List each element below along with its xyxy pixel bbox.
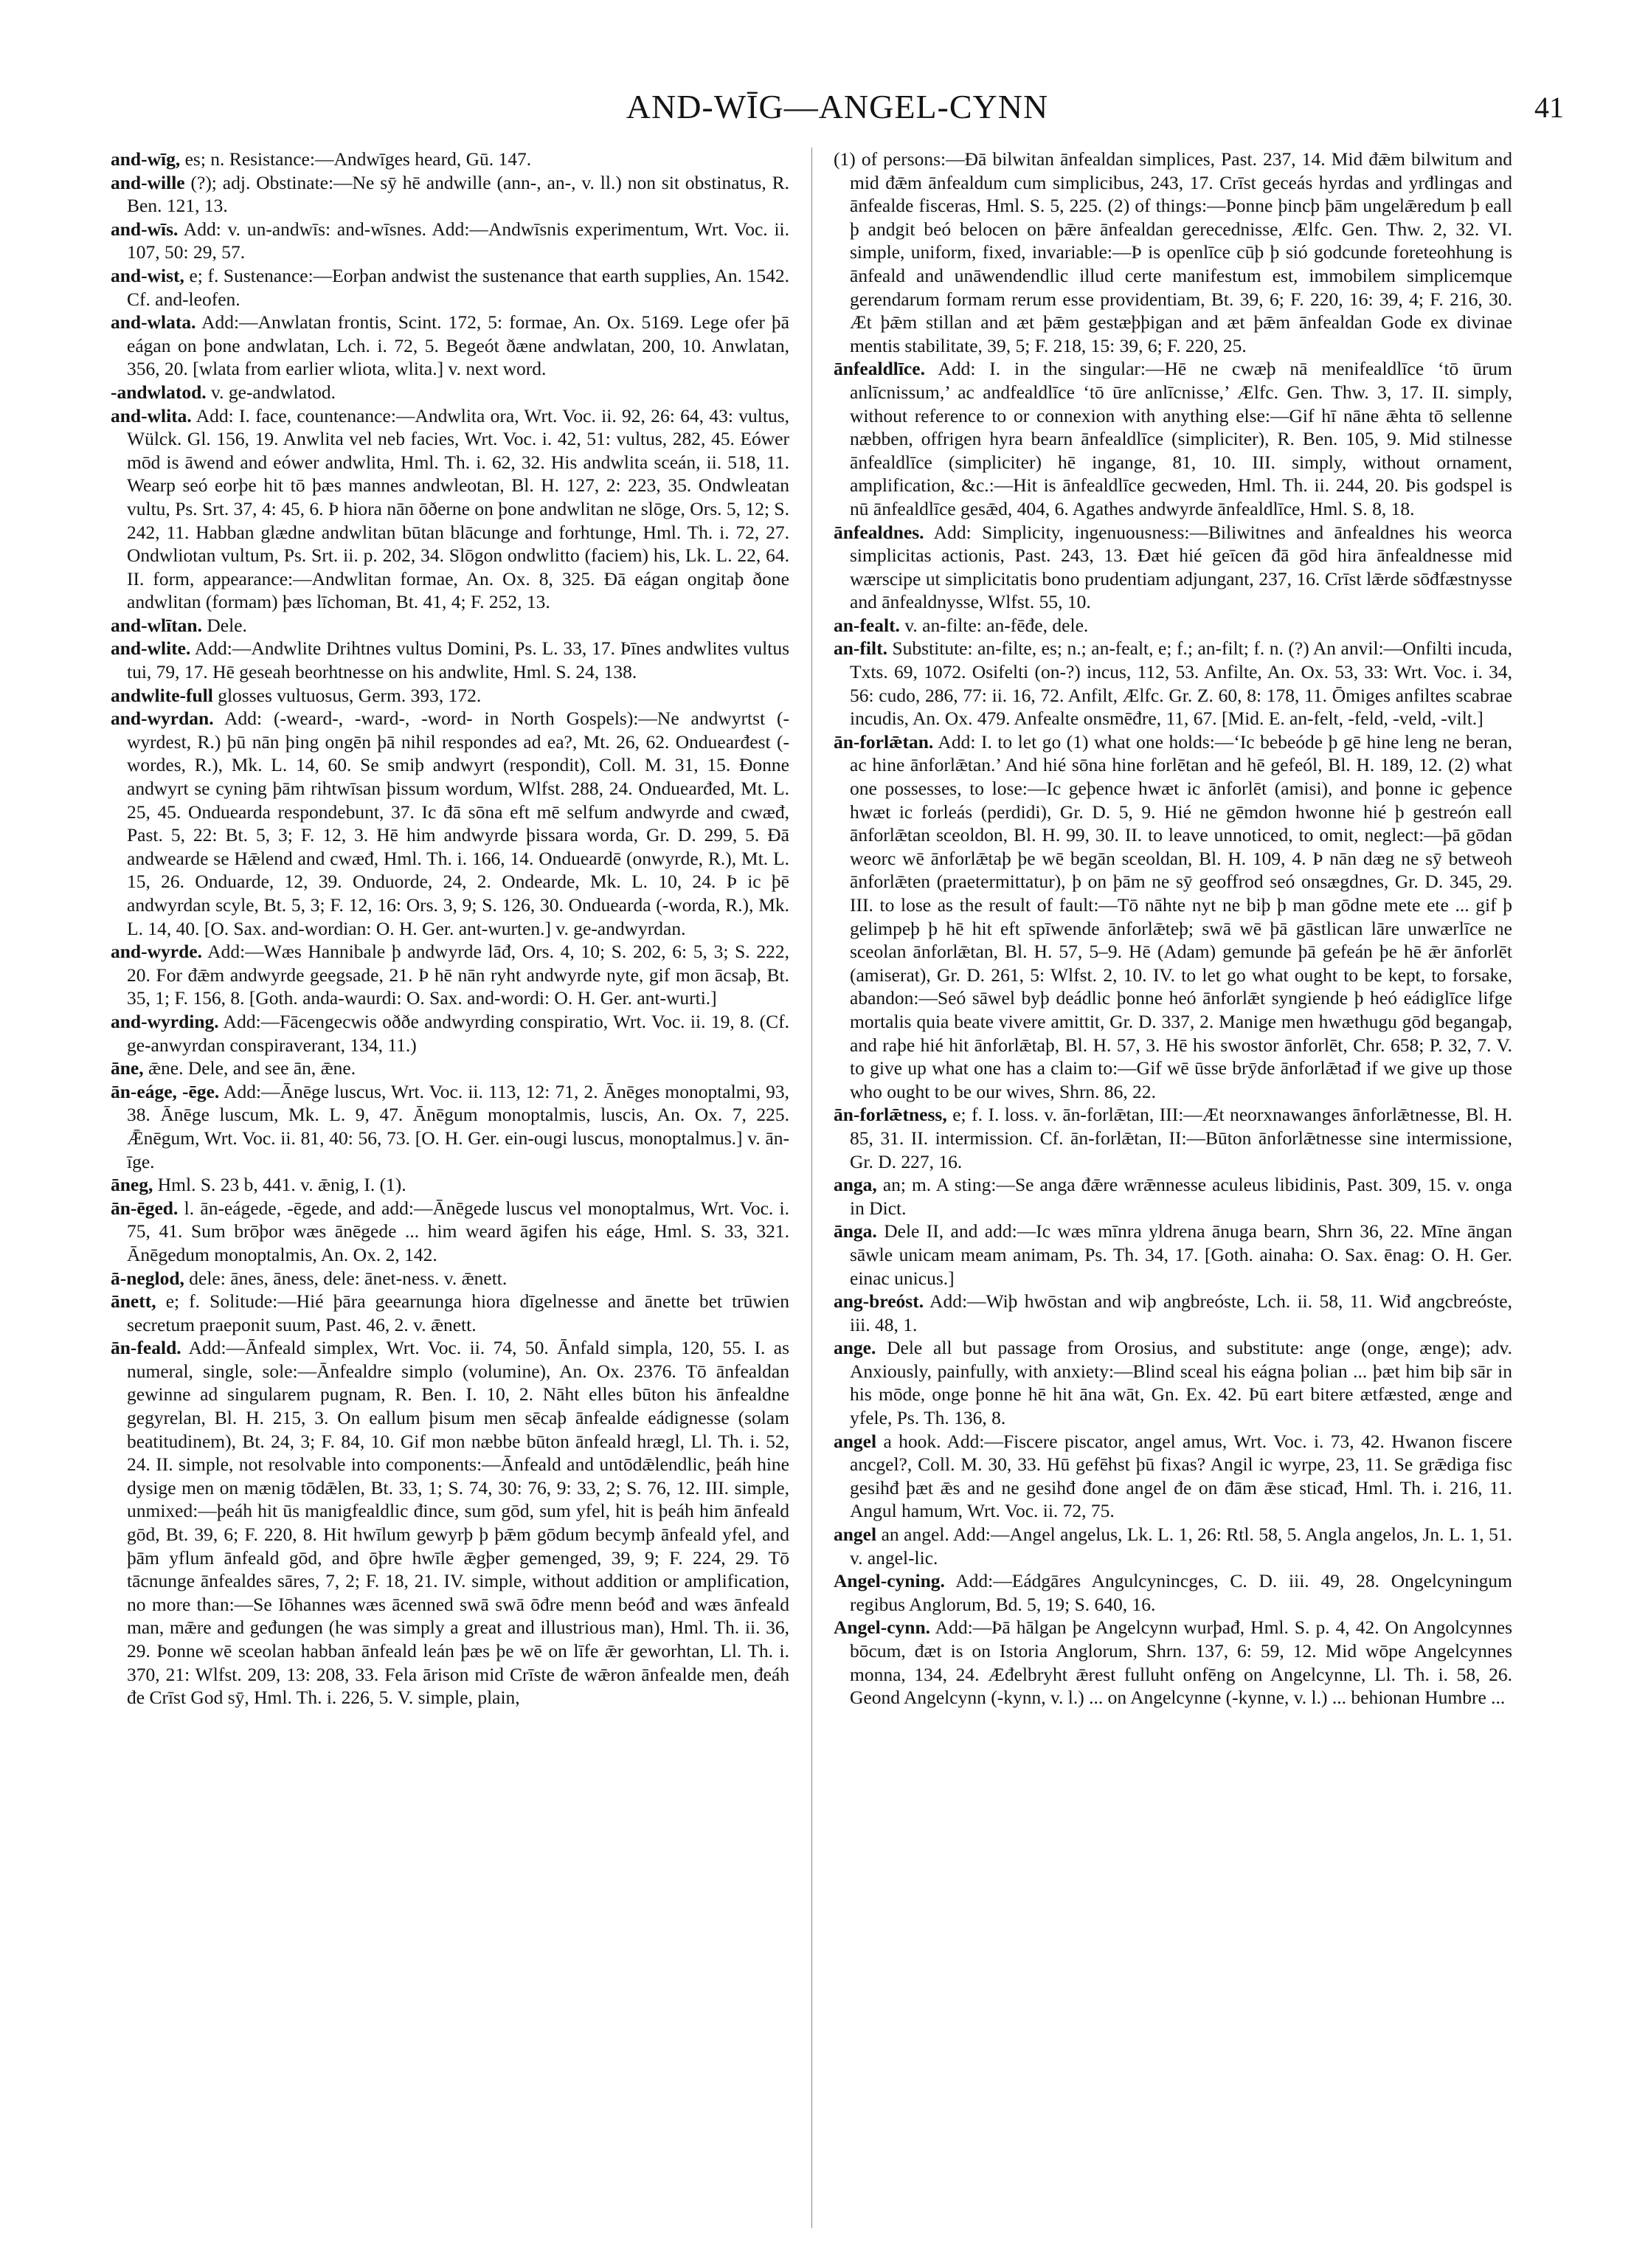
dictionary-entry xyxy=(834,1616,1512,1709)
entry-text: v. ge-andwlatod. xyxy=(206,381,336,403)
entry-text: ǣne. Dele, and see ān, ǣne. xyxy=(143,1057,356,1079)
entry-text: an angel. Add:—Angel angelus, Lk. L. 1, 26: Rtl. 58, 5. Angla angelos, Jn. L. 1, 51. v. angel-lic. xyxy=(850,1524,1512,1569)
dictionary-entry xyxy=(834,357,1512,520)
entry-headword: ā-neglod, xyxy=(111,1267,184,1289)
entry-text: Dele. xyxy=(202,614,247,636)
entry-text: Add: I. to let go (1) what one holds:—‘Ic bebeóde þ gē hine leng ne beran, ac hine ānforlǣtan.’ And hié sōna hine forlētan and hē gefeól, Bl. H. 189, 12. (2) what one possesses, to lose:—Ic geþence hwæt ic ānforlēt (amisi), and þonne ic geþence hwæt ic forleás (perdidi), Gr. D. 5, 9. Hié ne gēmdon hwonne hié þ gestreón eall ānforlǣtan sceoldon, Bl. H. 99, 30. II. to leave unnoticed, to omit, neglect:—þā gōdan weorc wē ānforlǣtaþ þe wē begān sceoldan, Bl. H. 109, 4. Þ nān dæg ne sȳ betweoh ānforlǣten (praetermittatur), þ on þām ne sȳ geoffrod seó onsægdnes, Gr. D. 345, 29. III. to lose as the result of fault:—Tō nāhte nyt ne biþ þ man gōdne mete ete ... gif þ gelimpeþ þ hē hit eft spīwende ānforlǣteþ; swā wē þā gāstlican lāre unwærlīce ne sceolan ānforlǣtan, Bl. H. 57, 5–9. Hē (Adam) gemunde þā gefeán þe hē ǣr ānforlēt (amiserat), Gr. D. 261, 5: Wlfst. 2, 10. IV. to let go what ought to be kept, to forsake, abandon:—Seó sāwel byþ deádlic þonne heó ānforlǣt syngiende þ heó eádiglīce lifge mortalis quia beate vivere amittit, Gr. D. 337, 2. Manige men hwæthugu gōd begangaþ, and raþe hié hit ānforlǣtaþ, Bl. H. 57, 3. Hē his swostor ānforlēt, Chr. 658; P. 32, 7. V. to give up what one has a claim to:—Gif wē ūsse brȳde ānforlǣtađ if we give up those who ought to be our wives, Shrn. 86, 22. xyxy=(850,730,1512,1102)
column-divider xyxy=(811,148,812,2228)
entry-text: Add: Simplicity, ingenuousness:—Biliwitnes and ānfealdnes his weorca simplicitas actionis, Past. 243, 13. Đæt hié geīcen đā gōd hira ānfealdnesse mid wærscipe ut simplicitatis bono prudentiam adjungant, 237, 16. Crīst lǣrde sōđfæstnysse and ānfealdnysse, Wlfst. 55, 10. xyxy=(850,521,1512,613)
dictionary-entry xyxy=(834,521,1512,614)
entry-text: (?); adj. Obstinate:—Ne sȳ hē andwille (ann-, an-, v. ll.) non sit obstinatus, R. Ben. 121, 13. xyxy=(127,171,789,217)
entry-headword: an-fealt. xyxy=(834,614,900,636)
entry-text: Add:—Ānēge luscus, Wrt. Voc. ii. 113, 12: 71, 2. Ānēges monoptalmi, 93, 38. Ānēge luscum, Mk. L. 9, 47. Ānēgum monoptalmis, luscis, An. Ox. 7, 225. Ǣnēgum, Wrt. Voc. ii. 81, 40: 56, 73. [O. H. Ger. ein-ougi luscus, monoptalmus.] v. ān-īge. xyxy=(127,1080,789,1172)
entry-headword: ān-feald. xyxy=(111,1337,181,1359)
entry-text: Add:—Andwlite Drihtnes vultus Domini, Ps. L. 33, 17. Þīnes andwlites vultus tui, 79, 17. Hē geseah beorhtnesse on his andwlite, Hml. S. 24, 138. xyxy=(127,637,789,683)
entry-headword: and-wlita. xyxy=(111,404,192,426)
dictionary-entry xyxy=(111,940,789,1010)
entry-headword: ānga. xyxy=(834,1220,877,1242)
running-title: AND-WĪG—ANGEL-CYNN xyxy=(626,88,1049,125)
entry-headword: ānfealdnes. xyxy=(834,521,924,543)
dictionary-entry xyxy=(834,730,1512,1104)
dictionary-entry xyxy=(111,1267,789,1290)
entry-headword: andwlite-full xyxy=(111,684,213,706)
entry-headword: āne, xyxy=(111,1057,144,1079)
entry-headword: ange. xyxy=(834,1337,876,1359)
entry-text: es; n. Resistance:—Andwīges heard, Gū. 147. xyxy=(180,148,532,170)
entry-text: dele: ānes, āness, dele: ānet-ness. v. ǣnett. xyxy=(184,1267,508,1289)
entry-headword: ān-forlǣtan. xyxy=(834,730,934,753)
dictionary-entry xyxy=(111,381,789,404)
entry-text: an; m. A sting:—Se anga đǣre wrǣnnesse aculeus libidinis, Past. 309, 15. v. onga in Dict. xyxy=(850,1174,1512,1219)
dictionary-entry xyxy=(834,1173,1512,1220)
entry-text: Dele all but passage from Orosius, and substitute: ange (onge, ænge); adv. Anxiously, painfully, with anxiety:—Blind sceal his eágna þolian ... þæt him biþ sār in his mōde, onge þonne hē hit āna wāt, Gn. Ex. 42. Þū eart bitere ætfæsted, ænge and yfele, Ps. Th. 136, 8. xyxy=(850,1337,1512,1429)
entry-headword: and-wīs. xyxy=(111,218,179,240)
entry-headword: and-wyrding. xyxy=(111,1010,219,1032)
dictionary-entry xyxy=(111,404,789,614)
entry-text: e; f. Solitude:—Hié þāra geearnunga hiora dīgelnesse and ānette bet trūwien secretum praeponit suum, Past. 46, 2. v. ǣnett. xyxy=(127,1290,789,1335)
entry-text: Add:—Ānfeald simplex, Wrt. Voc. ii. 74, 50. Ānfald simpla, 120, 55. I. as numeral, single, sole:—Ānfealdre simplo (volumine), An. Ox. 2376. Tō ānfealdan gewinne ad singularem pugnam, R. Ben. I. 10, 2. Nāht elles būton his ānfealdne gegyrelan, Bl. H. 215, 3. On eallum þisum men sēcaþ ānfealde eádignesse (solam beatitudinem), Bt. 24, 3; F. 84, 10. Gif mon næbbe būton ānfeald hrægl, Ll. Th. i. 52, 24. II. simple, not resolvable into components:—Ānfeald and untōdǣlendlic, þeáh hine dysige men on mænig tōdǣlen, Bt. 33, 1; S. 74, 30: 76, 9: 33, 2; S. 76, 12. III. simple, unmixed:—þeáh hit ūs manigfealdlic đince, sum gōd, sum yfel, hit is þeáh him ānfeald gōd, Bt. 39, 6; F. 220, 8. Hit hwīlum gewyrþ þ þǣm gōdum becymþ ānfeald yfel, and þām yflum ānfeald gōd, and ōþre hwīle ǣgþer gemenged, 39, 9; F. 224, 29. Tō tācnunge ānfealdes sāres, 7, 2; F. 18, 21. IV. simple, without addition or amplification, no more than:—Se Iōhannes wæs ācenned swā swā ōđre menn beóđ and wæs ānfeald man, mǣre and geđungen (he was simply a great and illustrious man), Hml. Th. ii. 36, 29. Þonne wē sceolan habban ānfeald leán þæs þe wē on līfe ǣr geworhtan, Ll. Th. i. 370, 21: Wlfst. 209, 13: 208, 33. Fela ārison mid Crīste đe wǣron ānfealde men, đeáh đe Crīst God sȳ, Hml. Th. i. 226, 5. V. simple, plain, xyxy=(127,1337,789,1709)
entry-headword: ānett, xyxy=(111,1290,156,1313)
entry-text: a hook. Add:—Fiscere piscator, angel amus, Wrt. Voc. i. 73, 42. Hwanon fiscere ancgel?, Coll. M. 30, 33. Hū gefēhst þū fixas? Angil ic wyrpe, 23, 11. Se grǣdiga fisc gesihđ þæt ǣs and ne gesihđ đone angel đe on đām ǣse sticađ, Hml. Th. i. 216, 11. Angul hamum, Wrt. Voc. ii. 72, 75. xyxy=(850,1430,1512,1522)
entry-text: Add: v. un-andwīs: and-wīsnes. Add:—Andwīsnis experimentum, Wrt. Voc. ii. 107, 50: 29, 57. xyxy=(127,218,789,263)
dictionary-entry xyxy=(834,1220,1512,1290)
entry-headword: Angel-cyning. xyxy=(834,1570,945,1592)
dictionary-entry xyxy=(834,1290,1512,1336)
left-column xyxy=(111,148,789,2228)
dictionary-entry xyxy=(111,1336,789,1709)
entry-headword: āneg, xyxy=(111,1174,153,1196)
entry-headword: ān-eáge, -ēge. xyxy=(111,1080,220,1102)
entry-text: Dele II, and add:—Ic wæs mīnra yldrena ānuga bearn, Shrn 36, 22. Mīne āngan sāwle unicam meam animam, Ps. Th. 34, 17. [Goth. ainaha: O. Sax. ēnag: O. H. Ger. einac unicus.] xyxy=(850,1220,1512,1289)
dictionary-entry xyxy=(111,614,789,637)
right-column xyxy=(834,148,1512,2228)
entry-text: (1) of persons:—Đā bilwitan ānfealdan simplices, Past. 237, 14. Mid đǣm bilwitum and mid đǣm ānfealdum cum simplicibus, 243, 17. Crīst geceás hyrdas and yrđlingas and ānfealde fisceras, Hml. S. 5, 225. (2) of things:—Þonne þincþ þām ungelǣredum þ eall þ andgit beó belocen on þǣre ānfealdan gerecednisse, Ælfc. Gen. Thw. 2, 32. VI. simple, uniform, fixed, invariable:—Þ is openlīce cūþ þ sió godcunde foreteohhung is ānfeald and unāwendendlic illud certe manifestum est, immobilem simplicemque gerendarum formam rerum esse providentiam, Bt. 39, 6; F. 220, 16: 39, 4; F. 216, 30. Æt þǣm stillan and æt þǣm gestæþþigan and æt þǣm ānfealdan Gode ex divinae mentis stabilitate, 39, 5; F. 218, 15: 39, 6; F. 220, 25. xyxy=(834,148,1512,356)
entry-text: Add: I. face, countenance:—Andwlita ora, Wrt. Voc. ii. 92, 26: 64, 43: vultus, Wülck. Gl. 156, 19. Anwlita vel neb facies, Wrt. Voc. i. 42, 51: vultus, 282, 45. Eówer mōd is āwend and eówer andwlita, Hml. Th. i. 62, 32. His andwlita sceán, ii. 518, 11. Wearp seó eorþe hit tō þæs mannes andwleotan, Bl. H. 127, 2: 223, 35. Ondwleatan vultu, Ps. Srt. 37, 4: 45, 6. Þ hiora nān ōðerne on þone andwlitan ne slōge, Ors. 5, 12; S. 242, 11. Habban glædne andwlitan būtan blācunge and forhtunge, Hml. Th. i. 72, 27. Ondwliotan vultum, Ps. Srt. ii. p. 202, 34. Slōgon ondwlitto (faciem) his, Lk. L. 22, 64. II. form, appearance:—Andwlitan formae, An. Ox. 8, 325. Ðā eágan ongitaþ ðone andwlitan (formam) þæs līchoman, Bt. 41, 4; F. 252, 13. xyxy=(127,404,789,613)
entry-headword: Angel-cynn. xyxy=(834,1617,931,1639)
dictionary-entry xyxy=(111,1173,789,1197)
page-header xyxy=(111,87,1564,146)
entry-text: Add:—Wiþ hwōstan and wiþ angbreóste, Lch. ii. 58, 11. Wiđ angcbreóste, iii. 48, 1. xyxy=(850,1290,1512,1335)
dictionary-entry xyxy=(111,311,789,381)
entry-headword: ān-forlǣtness, xyxy=(834,1104,947,1126)
entry-text: e; f. I. loss. v. ān-forlǣtan, III:—Æt neorxnawanges ānforlǣtnesse, Bl. H. 85, 31. II. intermission. Cf. ān-forlǣtan, II:—Būton ānforlǣtnesse sine intermissione, Gr. D. 227, 16. xyxy=(850,1104,1512,1172)
dictionary-entry xyxy=(834,1569,1512,1616)
entry-text: Add:—Fācengecwis oððe andwyrding conspiratio, Wrt. Voc. ii. 19, 8. (Cf. ge-anwyrdan conspiraverant, 134, 11.) xyxy=(127,1010,789,1056)
dictionary-entry xyxy=(111,707,789,940)
entry-text: Add:—Eádgāres Angulcynincges, C. D. iii. 49, 28. Ongelcyningum regibus Anglorum, Bd. 5, 19; S. 640, 16. xyxy=(850,1570,1512,1615)
entry-headword: anga, xyxy=(834,1174,877,1196)
entry-headword: ānfealdlīce. xyxy=(834,358,925,380)
dictionary-entry xyxy=(834,1523,1512,1569)
dictionary-entry xyxy=(111,148,789,171)
entry-headword: -andwlatod. xyxy=(111,381,207,403)
entry-headword: and-wille xyxy=(111,171,185,193)
entry-headword: ang-breóst. xyxy=(834,1290,924,1313)
dictionary-entry xyxy=(111,637,789,683)
entry-headword: and-wist, xyxy=(111,264,184,286)
entry-headword: and-wyrdan. xyxy=(111,708,214,730)
dictionary-entry xyxy=(834,614,1512,637)
dictionary-entry xyxy=(834,148,1512,357)
entry-text: Substitute: an-filte, es; n.; an-fealt, e; f.; an-filt; f. n. (?) An anvil:—Onfilti incuda, Txts. 69, 1072. Osifelti (on-?) incus, 112, 53. Anfilte, An. Ox. 53, 33: Wrt. Voc. i. 34, 56: cudo, 286, 77: ii. 16, 72. Anfilt, Ælfc. Gr. Z. 60, 8: 178, 11. Ōmiges anfiltes scabrae incudis, An. Ox. 479. Anfealte onsmēđre, 11, 67. [Mid. E. an-felt, -feld, -veld, -vilt.] xyxy=(850,637,1512,730)
dictionary-entry xyxy=(111,684,789,708)
entry-text: l. ān-eágede, -ēgede, and add:—Ānēgede luscus vel monoptalmus, Wrt. Voc. i. 75, 41. Sum brōþor wæs ānēgede ... him weard āgifen his eáge, Hml. S. 33, 321. Ānēgedum monoptalmis, An. Ox. 2, 142. xyxy=(127,1197,789,1265)
entry-text: glosses vultuosus, Germ. 393, 172. xyxy=(212,684,482,706)
entry-headword: angel xyxy=(834,1524,877,1546)
page-number: 41 xyxy=(1534,91,1564,124)
entry-text: Add:—Wæs Hannibale þ andwyrde lāđ, Ors. 4, 10; S. 202, 6: 5, 3; S. 222, 20. For đǣm andwyrde geegsade, 21. Þ hē nān ryht andwyrde nyte, gif mon ācsaþ, Bt. 35, 1; F. 156, 8. [Goth. anda-waurdi: O. Sax. and-wordi: O. H. Ger. ant-wurti.] xyxy=(127,941,789,1009)
dictionary-entry xyxy=(111,1010,789,1057)
entry-text: Add: (-weard-, -ward-, -word- in North Gospels):—Ne andwyrtst (-wyrdest, R.) þū nān þing ongēn þā nihil respondes ad ea?, Mt. 26, 62. Onduearđest (-wordes, R.), Mk. L. 14, 60. Se smiþ andwyrt (respondit), Coll. M. 31, 15. Đonne andwyrt se cyning þām rihtwīsan þissum wordum, Wlfst. 288, 24. Onduearđed, Mt. L. 25, 45. Onduearda respondebunt, 37. Ic đā sōna eft mē selfum andwyrde and cwæđ, Past. 5, 22: Bt. 5, 3; F. 12, 3. Hē him andwyrde þissara worda, Gr. D. 299, 5. Đā andwearde se Hǣlend and cwæđ, Hml. Th. i. 166, 14. Ondueardē (onwyrde, R.), Mt. L. 15, 26. Onduarde, 12, 39. Onduorde, 24, 2. Ondearde, Mk. L. 10, 24. Þ ic þē andwyrdan scyle, Bt. 5, 3; F. 12, 16: Ors. 3, 9; S. 126, 30. Onduearda (-worda, R.), Mk. L. 14, 40. [O. Sax. and-wordian: O. H. Ger. ant-wurten.] v. ge-andwyrdan. xyxy=(127,708,789,939)
dictionary-columns xyxy=(111,148,1564,2228)
entry-text: Add:—Anwlatan frontis, Scint. 172, 5: formae, An. Ox. 5169. Lege ofer þā eágan on þone andwlatan, Lch. i. 72, 5. Begeót ðæne andwlatan, 200, 10. Anwlatan, 356, 20. [wlata from earlier wliota, wlita.] v. next word. xyxy=(127,311,789,380)
dictionary-entry xyxy=(111,218,789,264)
dictionary-entry xyxy=(111,171,789,218)
dictionary-entry xyxy=(111,1080,789,1173)
dictionary-entry xyxy=(834,1103,1512,1173)
dictionary-entry xyxy=(111,1197,789,1267)
dictionary-entry xyxy=(834,1430,1512,1523)
entry-headword: angel xyxy=(834,1430,877,1452)
entry-headword: and-wlite. xyxy=(111,637,191,660)
dictionary-entry xyxy=(111,1290,789,1336)
dictionary-entry xyxy=(834,1336,1512,1429)
entry-text: Add: I. in the singular:—Hē ne cwæþ nā menifealdlīce ‘tō ūrum anlīcnissum,’ ac andfealdlīce ‘tō ūre anlīcnisse,’ Ælfc. Gen. Thw. 3, 17. II. simply, without reference to or connexion with anything else:—Gif hī nāne ǣhta tō sellenne næbben, offrigen hyra bearn ānfealdlīce (simpliciter), R. Ben. 105, 9. Mid stilnesse ānfealdlīce (simpliciter) hē ingange, 81, 10. III. simply, without ornament, amplification, &c.:—Hit is ānfealdlīce gecweden, Hml. Th. ii. 244, 20. Þis godspel is nū ānfealdlīce gesǣd, 404, 6. Agathes andwyrde ānfealdlīce, Hml. S. 8, 18. xyxy=(850,358,1512,519)
dictionary-entry xyxy=(111,264,789,311)
entry-headword: an-filt. xyxy=(834,637,887,660)
entry-headword: and-wlītan. xyxy=(111,614,202,636)
dictionary-entry xyxy=(834,637,1512,730)
entry-headword: and-wlata. xyxy=(111,311,196,333)
dictionary-entry xyxy=(111,1057,789,1080)
entry-headword: and-wyrde. xyxy=(111,941,202,963)
entry-text: Add:—Þā hālgan þe Angelcynn wurþađ, Hml. S. p. 4, 42. On Angolcynnes bōcum, đæt is on Istoria Anglorum, Shrn. 137, 6: 59, 12. Mid wōpe Angelcynnes monna, 134, 24. Æđelbryht ǣrest fulluht onfēng on Angelcynne, Ll. Th. i. 58, 26. Geond Angelcynn (-kynn, v. l.) ... on Angelcynne (-kynne, v. l.) ... behionan Humbre ... xyxy=(850,1617,1512,1709)
entry-text: Hml. S. 23 b, 441. v. ǣnig, I. (1). xyxy=(153,1174,406,1196)
entry-text: e; f. Sustenance:—Eorþan andwist the sustenance that earth supplies, An. 1542. Cf. and-leofen. xyxy=(127,264,789,310)
entry-headword: and-wīg, xyxy=(111,148,181,170)
entry-headword: ān-ēged. xyxy=(111,1197,179,1219)
entry-text: v. an-filte: an-fēđe, dele. xyxy=(899,614,1089,636)
